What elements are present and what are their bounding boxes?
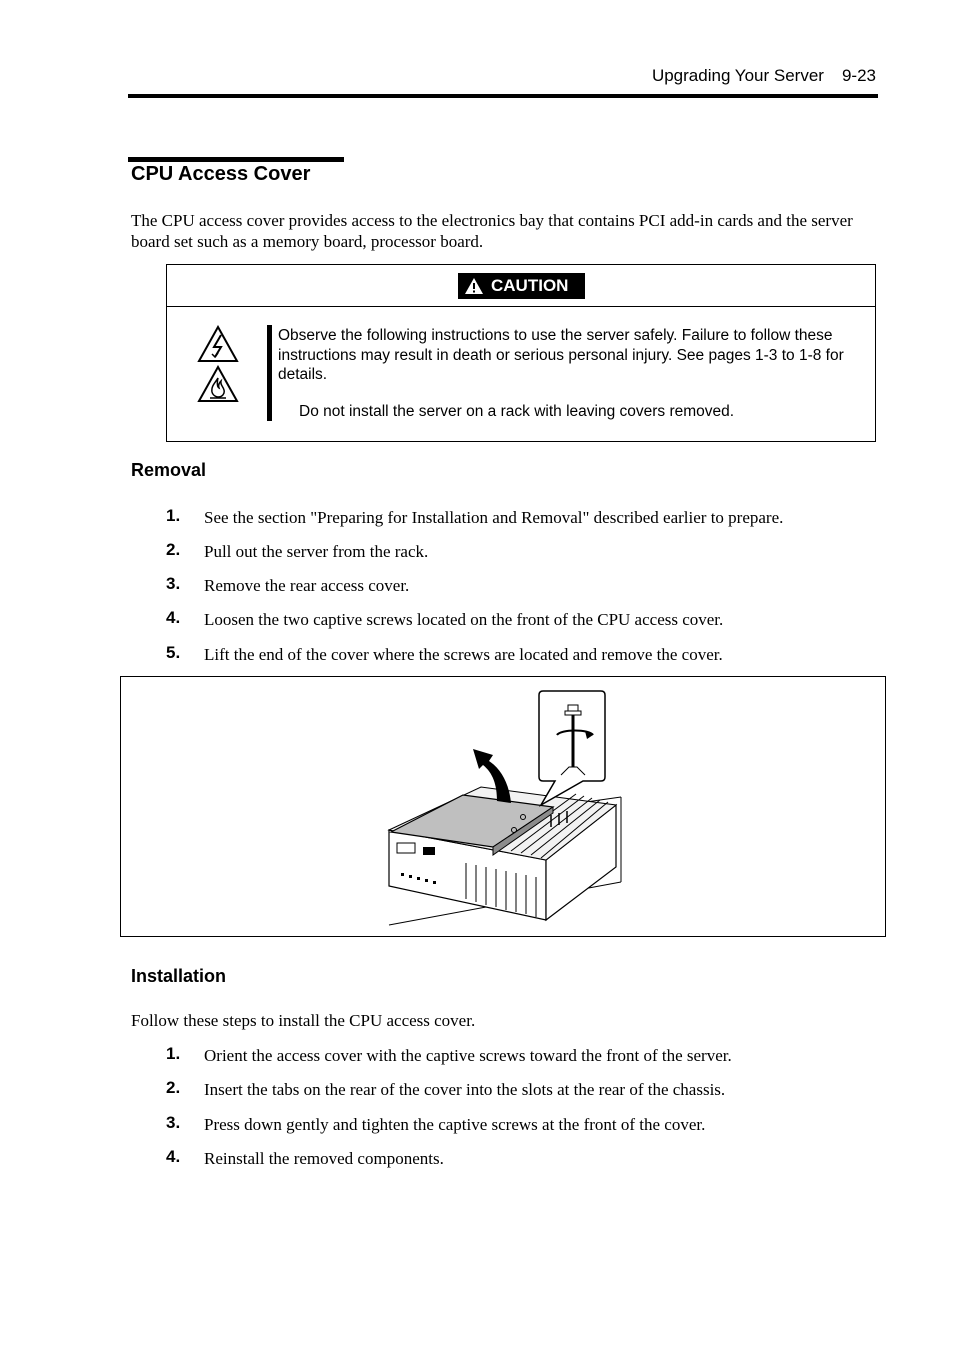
removal-step-4 bbox=[166, 608, 886, 630]
caution-vertical-bar bbox=[267, 325, 272, 421]
step-text: Remove the rear access cover. bbox=[204, 576, 410, 595]
removal-step-3 bbox=[166, 574, 886, 596]
step-number: 3. bbox=[166, 574, 181, 593]
fire-icon-wrap bbox=[197, 365, 241, 410]
page-number: 9-23 bbox=[841, 66, 876, 85]
caution-box bbox=[166, 264, 876, 442]
removal-title: Removal bbox=[131, 460, 207, 480]
installation-step-3 bbox=[166, 1113, 886, 1135]
step-text: Loosen the two captive screws located on the front of the CPU access cover. bbox=[204, 610, 724, 629]
step-text: Press down gently and tighten the captive screws at the front of the cover. bbox=[204, 1115, 706, 1134]
step-number: 2. bbox=[166, 540, 181, 559]
step-text: Insert the tabs on the rear of the cover into the slots at the rear of the chassis. bbox=[204, 1080, 726, 1099]
step-text: Pull out the server from the rack. bbox=[204, 542, 429, 561]
removal-step-5 bbox=[166, 643, 886, 665]
running-header bbox=[652, 66, 876, 86]
section-title: CPU Access Cover bbox=[131, 163, 311, 185]
step-text: Lift the end of the cover where the screws are located and remove the cover. bbox=[204, 645, 723, 664]
caution-text: Observe the following instructions to use the server safely. Failure to follow these instructions may result in death or serious personal injury. See pages 1-3 to 1-8 for details. bbox=[278, 327, 844, 383]
caution-label: CAUTION bbox=[491, 276, 569, 295]
server-cover-illustration bbox=[121, 677, 885, 936]
header-title: Upgrading Your Server bbox=[651, 66, 824, 85]
section-title-bar bbox=[128, 157, 344, 162]
removal-step-1 bbox=[166, 506, 886, 528]
caution-badge bbox=[458, 273, 585, 299]
step-number: 4. bbox=[166, 608, 181, 627]
figure-box bbox=[120, 676, 886, 937]
step-number: 1. bbox=[166, 1044, 181, 1063]
installation-step-2 bbox=[166, 1078, 886, 1100]
step-number: 1. bbox=[166, 506, 181, 525]
installation-step-4 bbox=[166, 1147, 886, 1169]
warning-icon bbox=[464, 277, 484, 295]
removal-step-2 bbox=[166, 540, 886, 562]
caution-header bbox=[167, 265, 875, 307]
step-text: See the section "Preparing for Installation and Removal" described earlier to prepare. bbox=[204, 508, 784, 527]
installation-intro: Follow these steps to install the CPU access cover. bbox=[131, 1011, 476, 1030]
step-number: 4. bbox=[166, 1147, 181, 1166]
step-text: Orient the access cover with the captive screws toward the front of the server. bbox=[204, 1046, 732, 1065]
step-number: 3. bbox=[166, 1113, 181, 1132]
fire-icon bbox=[197, 365, 241, 405]
installation-title: Installation bbox=[131, 966, 227, 986]
step-text: Reinstall the removed components. bbox=[204, 1149, 444, 1168]
section-intro: The CPU access cover provides access to the electronics bay that contains PCI add-in cards and the server board set such as a memory board, processor board. bbox=[131, 211, 853, 251]
installation-step-1 bbox=[166, 1044, 886, 1066]
header-rule bbox=[128, 94, 878, 98]
step-number: 5. bbox=[166, 643, 181, 662]
caution-detail: Do not install the server on a rack with leaving covers removed. bbox=[299, 403, 735, 420]
step-number: 2. bbox=[166, 1078, 181, 1097]
